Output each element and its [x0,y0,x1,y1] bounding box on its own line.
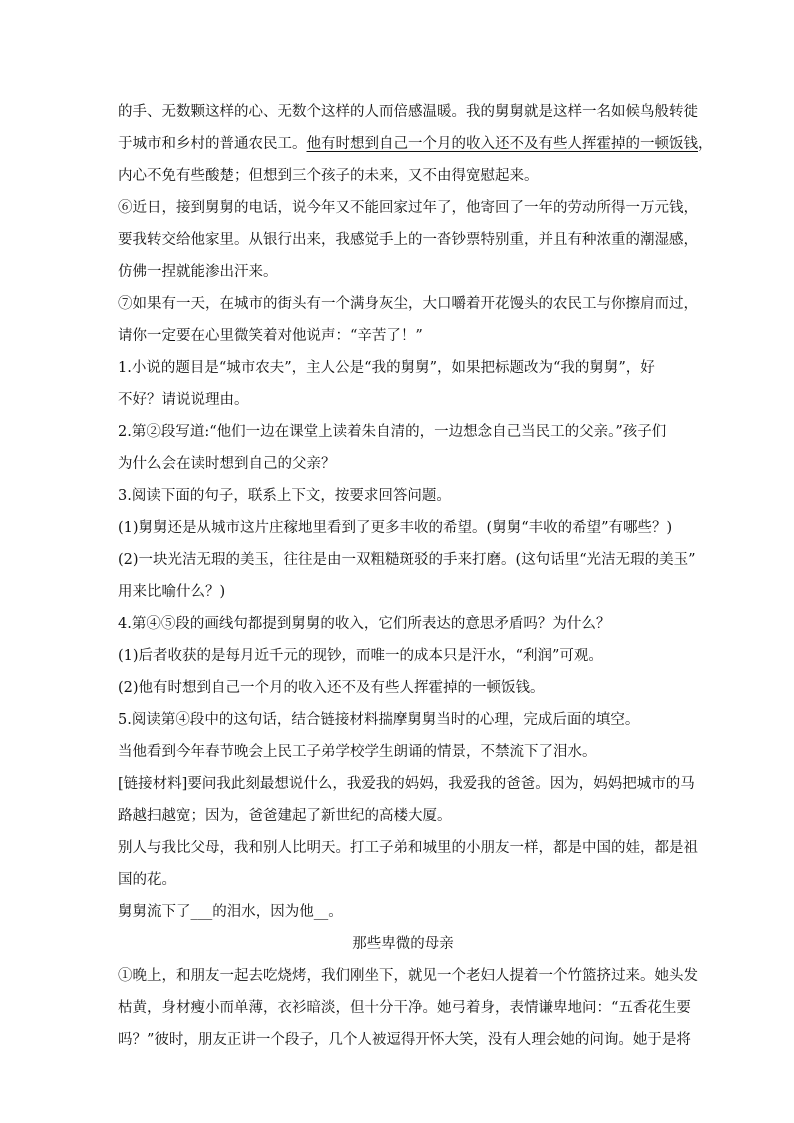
paragraph-line: 内心不免有些酸楚；但想到三个孩子的未来，又不由得宽慰起来。 [118,168,539,184]
paragraph-line: ①晚上，和朋友一起去吃烧烤，我们刚坐下，就见一个老妇人提着一个竹篮挤过来。她头发 [118,968,698,984]
paragraph-line: 吗？”彼时，朋友正讲一个段子，几个人被逗得开怀大笑，没有人理会她的问询。她于是将 [118,1032,691,1048]
paragraph-line: ⑦如果有一天，在城市的街头有一个满身灰尘，大口嚼着开花馒头的农民工与你擦肩而过， [118,296,698,312]
paragraph-line: 枯黄，身材瘦小而单薄，衣衫暗淡，但十分干净。她弓着身，表情谦卑地问：“五香花生要 [118,1000,691,1016]
paragraph-line: 请你一定要在心里微笑着对他说声：“辛苦了！” [118,328,423,344]
line-text: 于城市和乡村的普通农民工。 [118,136,307,152]
question-line: (1)后者收获的是每月近千元的现钞，而唯一的成本只是汗水，“利润”可观。 [118,648,603,664]
underlined-sentence: 他有时想到自己一个月的收入还不及有些人挥霍掉的一顿饭钱 [306,136,698,152]
question-line: 2.第②段写道:“他们一边在课堂上读着朱自清的，一边想念自己当民工的父亲。”孩子们 [118,424,667,440]
question-line: [链接材料]要问我此刻最想说什么，我爱我的妈妈，我爱我的爸爸。因为，妈妈把城市的马 [118,776,695,792]
paragraph-line: ⑥近日，接到舅舅的电话，说今年又不能回家过年了，他寄回了一年的劳动所得一万元钱， [118,200,698,216]
question-line: (1)舅舅还是从城市这片庄稼地里看到了更多丰收的希望。(舅舅“丰收的希望”有哪些？) [118,520,673,536]
line-punctuation: ， [698,136,713,152]
question-line: 别人与我比父母，我和别人比明天。打工子弟和城里的小朋友一样，都是中国的娃，都是祖 [118,840,698,856]
question-line: 5.阅读第④段中的这句话，结合链接材料揣摩舅舅当时的心理，完成后面的填空。 [118,712,640,728]
question-line: 1.小说的题目是“城市农夫”，主人公是“我的舅舅”，如果把标题改为“我的舅舅”，好 [118,360,655,376]
question-line: 不好？请说说理由。 [118,392,249,408]
question-line: 当他看到今年春节晚会上民工子弟学校学生朗诵的情景，不禁流下了泪水。 [118,744,597,760]
question-line: (2)一块光洁无瑕的美玉，往往是由一双粗糙斑驳的手来打磨。(这句话里“光洁无瑕的美玉” [118,552,696,568]
paragraph-line: 要我转交给他家里。从银行出来，我感觉手上的一沓钞票特别重，并且有种浓重的潮湿感， [118,232,698,248]
question-line: 舅舅流下了___的泪水，因为他__。 [118,904,343,920]
question-line: 为什么会在读时想到自己的父亲？ [118,456,336,472]
question-line: 路越扫越宽；因为，爸爸建起了新世纪的高楼大厦。 [118,808,452,824]
paragraph-line: 仿佛一捏就能渗出汗来。 [118,264,278,280]
section-title: 那些卑微的母亲 [352,936,454,952]
question-line: 用来比喻什么？) [118,584,226,600]
paragraph-line: 的手、无数颗这样的心、无数个这样的人而倍感温暖。我的舅舅就是这样一名如候鸟般转徙 [118,104,698,120]
question-line: 3.阅读下面的句子，联系上下文，按要求回答问题。 [118,488,451,504]
question-line: 4.第④⑤段的画线句都提到舅舅的收入，它们所表达的意思矛盾吗？为什么？ [118,616,611,632]
question-line: (2)他有时想到自己一个月的收入还不及有些人挥霍掉的一顿饭钱。 [118,680,545,696]
paragraph-line [118,134,713,156]
question-line: 国的花。 [118,872,176,888]
